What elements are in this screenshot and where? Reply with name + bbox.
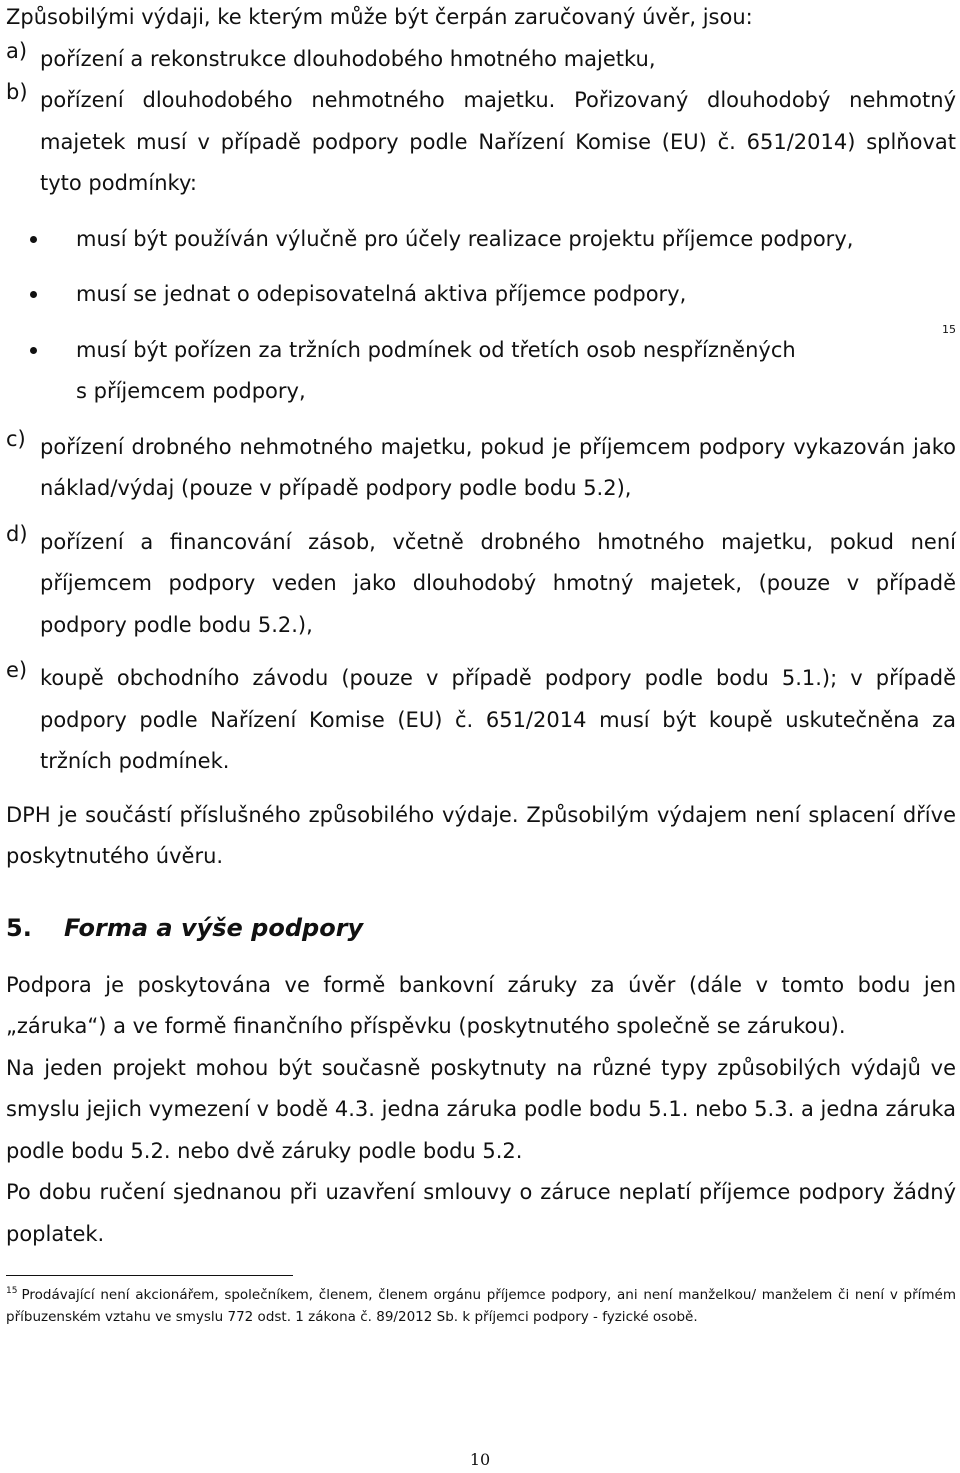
bullet-continuation: s příjemcem podpory, — [76, 379, 306, 403]
bullet-text: musí se jednat o odepisovatelná aktiva příjemce podpory, — [76, 282, 687, 306]
list-item-a — [6, 39, 956, 81]
bullet-icon — [6, 330, 76, 413]
item-label: c) — [6, 426, 26, 451]
intro-text: Způsobilými výdaji, ke kterým může být čerpán zaručovaný úvěr, jsou: — [6, 5, 753, 29]
item-label: b) — [6, 80, 28, 104]
section-heading — [6, 908, 956, 949]
bullet-text: musí být pořízen za tržních podmínek od třetích osob nespřízněných — [76, 337, 796, 362]
bullet-text: musí být používán výlučně pro účely realizace projektu příjemce podpory, — [76, 226, 854, 251]
item-label: a) — [6, 38, 28, 63]
item-text: pořízení a rekonstrukce dlouhodobého hmotného majetku, — [40, 46, 656, 71]
item-label: d) — [6, 521, 28, 546]
item-label: e) — [6, 658, 28, 682]
paragraph-1: Podpora je poskytována ve formě bankovní záruky za úvěr (dále v tomto bodu jen „záruka“) a ve formě finančního příspěvku (poskytnutého společně se zárukou). — [6, 972, 956, 1038]
list-item-c — [6, 427, 956, 510]
page-number: 10 — [469, 1450, 491, 1469]
footnote-text: Prodávající není akcionářem, společníkem, členem, členem orgánu příjemce podpory, ani není manželkou/ manželem či není v přímém příbuzenském vztahu ve smyslu 772 odst. 1 zákona č. 89/2012 Sb. k příjemci podpory - fyzické osobě. — [6, 1287, 956, 1325]
bullet-text-block — [76, 322, 956, 413]
dph-paragraph: DPH je součástí příslušného způsobilého výdaje. Způsobilým výdajem není splacení dříve poskytnutého úvěru. — [6, 802, 956, 868]
conditions-list — [6, 219, 956, 413]
list-item-e — [6, 658, 956, 783]
bullet-icon — [6, 274, 76, 316]
item-text: pořízení a financování zásob, včetně drobného hmotného majetku, pokud není příjemcem podpory veden jako dlouhodobý hmotný majetek, (pouze v případě podpory podle bodu 5.2.), — [40, 529, 956, 637]
list-item-b — [6, 80, 956, 205]
footnote-divider — [6, 1275, 293, 1276]
list-item-d — [6, 522, 956, 647]
item-text: pořízení drobného nehmotného majetku, pokud je příjemcem podpory vykazován jako náklad/výdaj (pouze v případě podpory podle bodu 5.2), — [40, 434, 956, 500]
section-number: 5. — [6, 913, 32, 942]
item-text: koupě obchodního závodu (pouze v případě podpory podle bodu 5.1.); v případě podpory podle Nařízení Komise (EU) č. 651/2014 musí být koupě uskutečněna za tržních podmínek. — [40, 666, 956, 773]
section-title: Forma a výše podpory — [64, 913, 364, 942]
footnote-ref: 15 — [942, 322, 956, 336]
bullet-icon — [6, 219, 76, 261]
bullet-item — [6, 219, 956, 261]
item-text: pořízení dlouhodobého nehmotného majetku. Pořizovaný dlouhodobý nehmotný majetek musí v případě podpory podle Nařízení Komise (EU) č. 651/2014) splňovat tyto podmínky: — [40, 88, 956, 195]
bullet-item — [6, 322, 956, 413]
paragraph-2: Na jeden projekt mohou být současně poskytnuty na různé typy způsobilých výdajů ve smyslu jejich vymezení v bodě 4.3. jedna záruka podle bodu 5.1. nebo 5.3. a jedna záruka podle bodu 5.2. nebo dvě záruky podle bodu 5.2. — [6, 1055, 956, 1163]
footnote — [6, 1284, 956, 1328]
paragraph-3: Po dobu ručení sjednanou při uzavření smlouvy o záruce neplatí příjemce podpory žádný poplatek. — [6, 1180, 956, 1246]
footnote-mark: 15 — [6, 1286, 18, 1296]
bullet-item — [6, 274, 956, 316]
